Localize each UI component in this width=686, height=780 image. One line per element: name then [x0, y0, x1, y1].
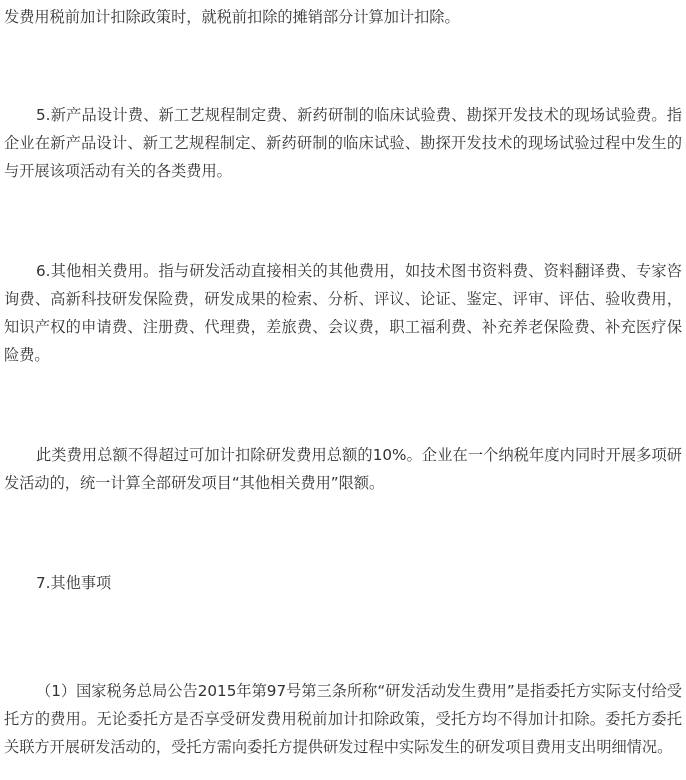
- section-heading-other-matters: 7.其他事项: [36, 574, 112, 592]
- paragraph-new-product-design-fees: 5.新产品设计费、新工艺规程制定费、新药研制的临床试验费、勘探开发技术的现场试验费。指企业在新产品设计、新工艺规程制定、新药研制的临床试验、勘探开发技术的现场试验过程中发生的与开展该项活动有关的各类费用。: [4, 106, 682, 180]
- paragraph-entrusted-rd: （1）国家税务总局公告2015年第97号第三条所称“研发活动发生费用”是指委托方实际支付给受托方的费用。无论委托方是否享受研发费用税前加计扣除政策，受托方均不得加计扣除。委托方委托关联方开展研发活动的，受托方需向委托方提供研发过程中实际发生的研发项目费用支出明细情况。: [4, 682, 682, 756]
- paragraph-amortization-continuation: 发费用税前加计扣除政策时，就税前扣除的摊销部分计算加计扣除。: [4, 8, 460, 26]
- paragraph-fee-limit: 此类费用总额不得超过可加计扣除研发费用总额的10%。企业在一个纳税年度内同时开展多项研发活动的，统一计算全部研发项目“其他相关费用”限额。: [4, 446, 682, 492]
- paragraph-other-related-fees: 6.其他相关费用。指与研发活动直接相关的其他费用，如技术图书资料费、资料翻译费、专家咨询费、高新科技研发保险费，研发成果的检索、分析、评议、论证、鉴定、评审、评估、验收费用，知识产权的申请费、注册费、代理费，差旅费、会议费，职工福利费、补充养老保险费、补充医疗保险费。: [4, 262, 682, 364]
